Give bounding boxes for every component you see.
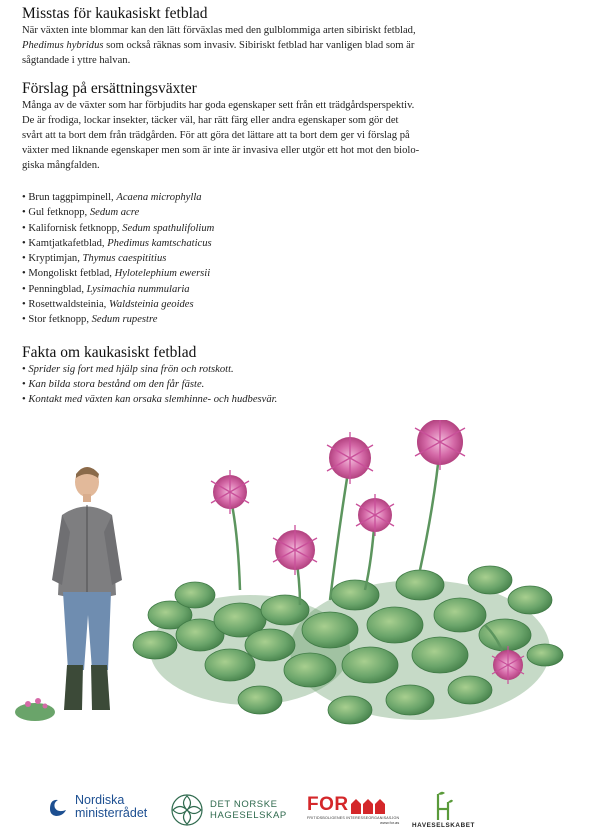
list-item: [22, 312, 574, 327]
haveselskabet-name: HAVESELSKABET: [412, 822, 475, 829]
section-alternatives: [22, 80, 574, 173]
plant-latin: Phedimus kamtschaticus: [107, 237, 212, 249]
person-illustration: [52, 467, 122, 710]
list-item: [22, 266, 574, 281]
mistake-line-1: När växten inte blommar kan den lätt förväxlas med den gulblommiga arten sibiriskt fetblad,: [22, 25, 416, 36]
for-url: www.for.as: [379, 820, 400, 825]
plant-latin: Waldsteinia geoides: [108, 299, 194, 311]
houses-icon: [351, 796, 385, 814]
list-item: [22, 205, 574, 220]
plant-latin: Acaena microphylla: [116, 192, 202, 203]
alternatives-text: [22, 98, 574, 173]
mistake-line-3: sågtandade i yttre halvan.: [22, 55, 131, 66]
flower-cluster: [211, 470, 249, 514]
footer-logos: [0, 780, 592, 840]
list-item: [22, 221, 574, 236]
hageselskap-emblem-icon: [170, 793, 204, 827]
flower-cluster: [415, 420, 465, 470]
plant-common: Kalifornisk fetknopp,: [28, 222, 123, 234]
list-item: [22, 251, 574, 266]
mistake-text: [22, 23, 574, 68]
plant-h-icon: [432, 790, 454, 822]
flower-cluster: [327, 432, 373, 484]
heading-facts: Fakta om kaukasiskt fetblad: [22, 344, 197, 361]
nordiska-line-1: Nordiska: [75, 793, 125, 807]
plant-latin: Sedum spathulifolium: [122, 222, 215, 234]
det-norske-hageselskap-logo[interactable]: [170, 793, 287, 827]
mistake-line-2: som också räknas som invasiv. Sibiriskt fetblad har vanligen blad som är: [103, 40, 415, 51]
alt-line: Många av de växter som har förbjudits har goda egenskaper sett från ett trädgårdsperspektiv.: [22, 100, 415, 111]
alt-line: svårt att ta bort dem från trädgården. För att göra det lättare att ta bort dem ger vi förslag på: [22, 130, 410, 141]
plant-common: Kryptimjan,: [28, 253, 83, 265]
facts-list: [22, 362, 574, 407]
flower-cluster: [273, 525, 317, 575]
plant-common: Mongoliskt fetblad,: [28, 268, 115, 280]
alt-line: De är frodiga, lockar insekter, täcker väl, har rätt färg eller andra egenskaper som gör det: [22, 115, 399, 126]
haveselskabet-logo[interactable]: [412, 790, 475, 829]
flower-cluster: [356, 494, 394, 536]
mistake-latin: Phedimus hybridus: [22, 40, 104, 51]
section-mistake: [22, 5, 574, 68]
plant-latin: Lysimachia nummularia: [86, 283, 190, 295]
plant-latin: Sedum acre: [89, 207, 140, 219]
list-item: [22, 282, 574, 297]
heading-alternatives: Förslag på ersättningsväxter: [22, 80, 197, 97]
list-item: • Sprider sig fort med hjälp sina frön och rotskott.: [22, 362, 574, 377]
plant-common: Stor fetknopp,: [28, 314, 92, 326]
list-item: [22, 297, 574, 312]
plant-common: Kamtjatkafetblad,: [28, 237, 108, 249]
plant-list: [22, 190, 574, 328]
plant-latin: Thymus caespititius: [82, 253, 167, 265]
plant-common: Brun taggpimpinell,: [28, 192, 117, 203]
for-logo[interactable]: [307, 794, 399, 825]
section-facts: [22, 344, 574, 407]
plant-common: Penningblad,: [28, 283, 87, 295]
plant-list-section: [22, 190, 574, 328]
for-tagline: FRITIDSBOLIGENES INTERESSEORGANISASJON: [307, 816, 400, 820]
alt-line: växter med liknande egenskaper men som är inte är invasiva eller utgör ett hot mot den biolo-: [22, 145, 420, 156]
list-item: • Kan bilda stora bestånd om den får fäste.: [22, 377, 574, 392]
list-item: • Kontakt med växten kan orsaka slemhinne- och hudbesvär.: [22, 392, 574, 407]
hageselskap-line-2: HAGESELSKAP: [210, 810, 287, 821]
nordiska-ministerradet-logo[interactable]: [46, 794, 147, 820]
swan-icon: [46, 795, 70, 819]
heading-mistake: Misstas för kaukasiskt fetblad: [22, 5, 208, 22]
for-logo-text: FOR: [307, 794, 349, 815]
alt-line: giska mångfalden.: [22, 160, 100, 171]
plant-common: Gul fetknopp,: [28, 207, 90, 219]
plant-latin: Sedum rupestre: [91, 314, 158, 326]
plant-common: Rosettwaldsteinia,: [28, 299, 109, 311]
plant-illustration: [0, 420, 592, 760]
plant-latin: Hylotelephium ewersii: [114, 268, 211, 280]
list-item: [22, 190, 574, 205]
hageselskap-line-1: DET NORSKE: [210, 799, 278, 810]
small-plant-scale-icon: [15, 698, 55, 721]
list-item: [22, 236, 574, 251]
nordiska-line-2: ministerrådet: [75, 806, 148, 820]
